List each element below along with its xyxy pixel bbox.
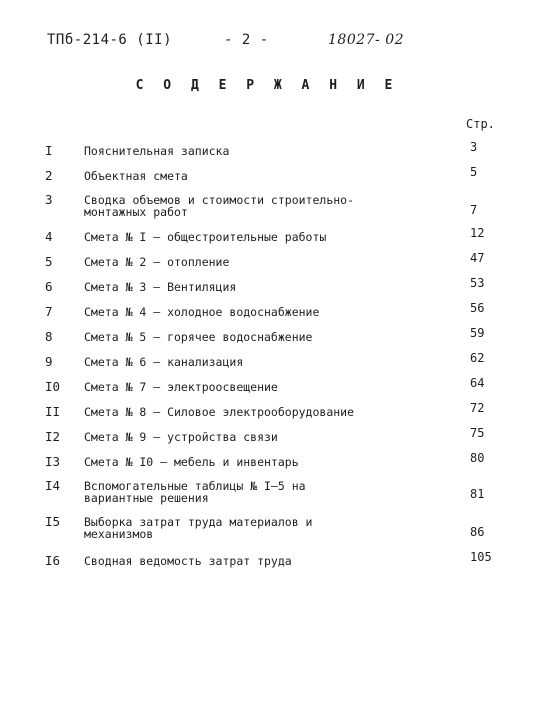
document-code: ТПб-214-6 (II): [47, 32, 173, 48]
document-number: 18027- 02: [328, 32, 405, 48]
toc-title: Смета № 2 – отопление: [84, 255, 230, 269]
toc-number: I3: [45, 454, 61, 469]
toc-page: 86: [470, 525, 485, 539]
toc-number: 2: [45, 168, 53, 183]
toc-number: 8: [45, 329, 53, 344]
toc-page: 105: [470, 550, 492, 564]
toc-number: 4: [45, 229, 53, 244]
toc-title: Сводная ведомость затрат труда: [84, 554, 292, 568]
toc-title: Смета № 7 – электроосвещение: [84, 380, 278, 394]
toc-title: Сводка объемов и стоимости строительно- монтажных работ: [84, 193, 355, 219]
pages-column-label: Стр.: [466, 117, 495, 131]
toc-number: 7: [45, 304, 53, 319]
toc-number: 3: [45, 192, 53, 207]
toc-page: 62: [470, 351, 485, 365]
toc-title: Смета № I0 – мебель и инвентарь: [84, 455, 299, 469]
toc-title: Смета № 6 – канализация: [84, 355, 244, 369]
toc-page: 7: [470, 203, 478, 217]
toc-title: Пояснительная записка: [84, 144, 230, 158]
toc-number: II: [45, 404, 61, 419]
toc-title: Смета № 4 – холодное водоснабжение: [84, 305, 320, 319]
toc-number: I6: [45, 553, 61, 568]
toc-title: Объектная смета: [84, 169, 188, 183]
toc-number: I2: [45, 429, 61, 444]
toc-number: I5: [45, 514, 61, 529]
toc-title: Смета № 3 – Вентиляция: [84, 280, 237, 294]
toc-title: Смета № I – общестроительные работы: [84, 230, 327, 244]
toc-page: 53: [470, 276, 485, 290]
page-number: - 2 -: [224, 32, 269, 48]
toc-title: Вспомогательные таблицы № I–5 на вариантные решения: [84, 479, 306, 505]
toc-title: Смета № 5 – горячее водоснабжение: [84, 330, 313, 344]
toc-title: Смета № 8 – Силовое электрооборудование: [84, 405, 355, 419]
toc-page: 5: [470, 165, 478, 179]
toc-number: I4: [45, 478, 61, 493]
toc-page: 64: [470, 376, 485, 390]
toc-page: 56: [470, 301, 485, 315]
toc-number: I0: [45, 379, 61, 394]
toc-title: Смета № 9 – устройства связи: [84, 430, 278, 444]
toc-page: 81: [470, 487, 485, 501]
toc-page: 12: [470, 226, 485, 240]
toc-page: 59: [470, 326, 485, 340]
toc-page: 47: [470, 251, 485, 265]
toc-number: 5: [45, 254, 53, 269]
toc-page: 80: [470, 451, 485, 465]
toc-page: 3: [470, 140, 478, 154]
toc-number: I: [45, 143, 53, 158]
toc-page: 72: [470, 401, 485, 415]
toc-title: Выборка затрат труда материалов и механизмов: [84, 515, 313, 541]
page-title: С О Д Е Р Ж А Н И Е: [135, 78, 399, 93]
toc-number: 9: [45, 354, 53, 369]
toc-page: 75: [470, 426, 485, 440]
toc-number: 6: [45, 279, 53, 294]
